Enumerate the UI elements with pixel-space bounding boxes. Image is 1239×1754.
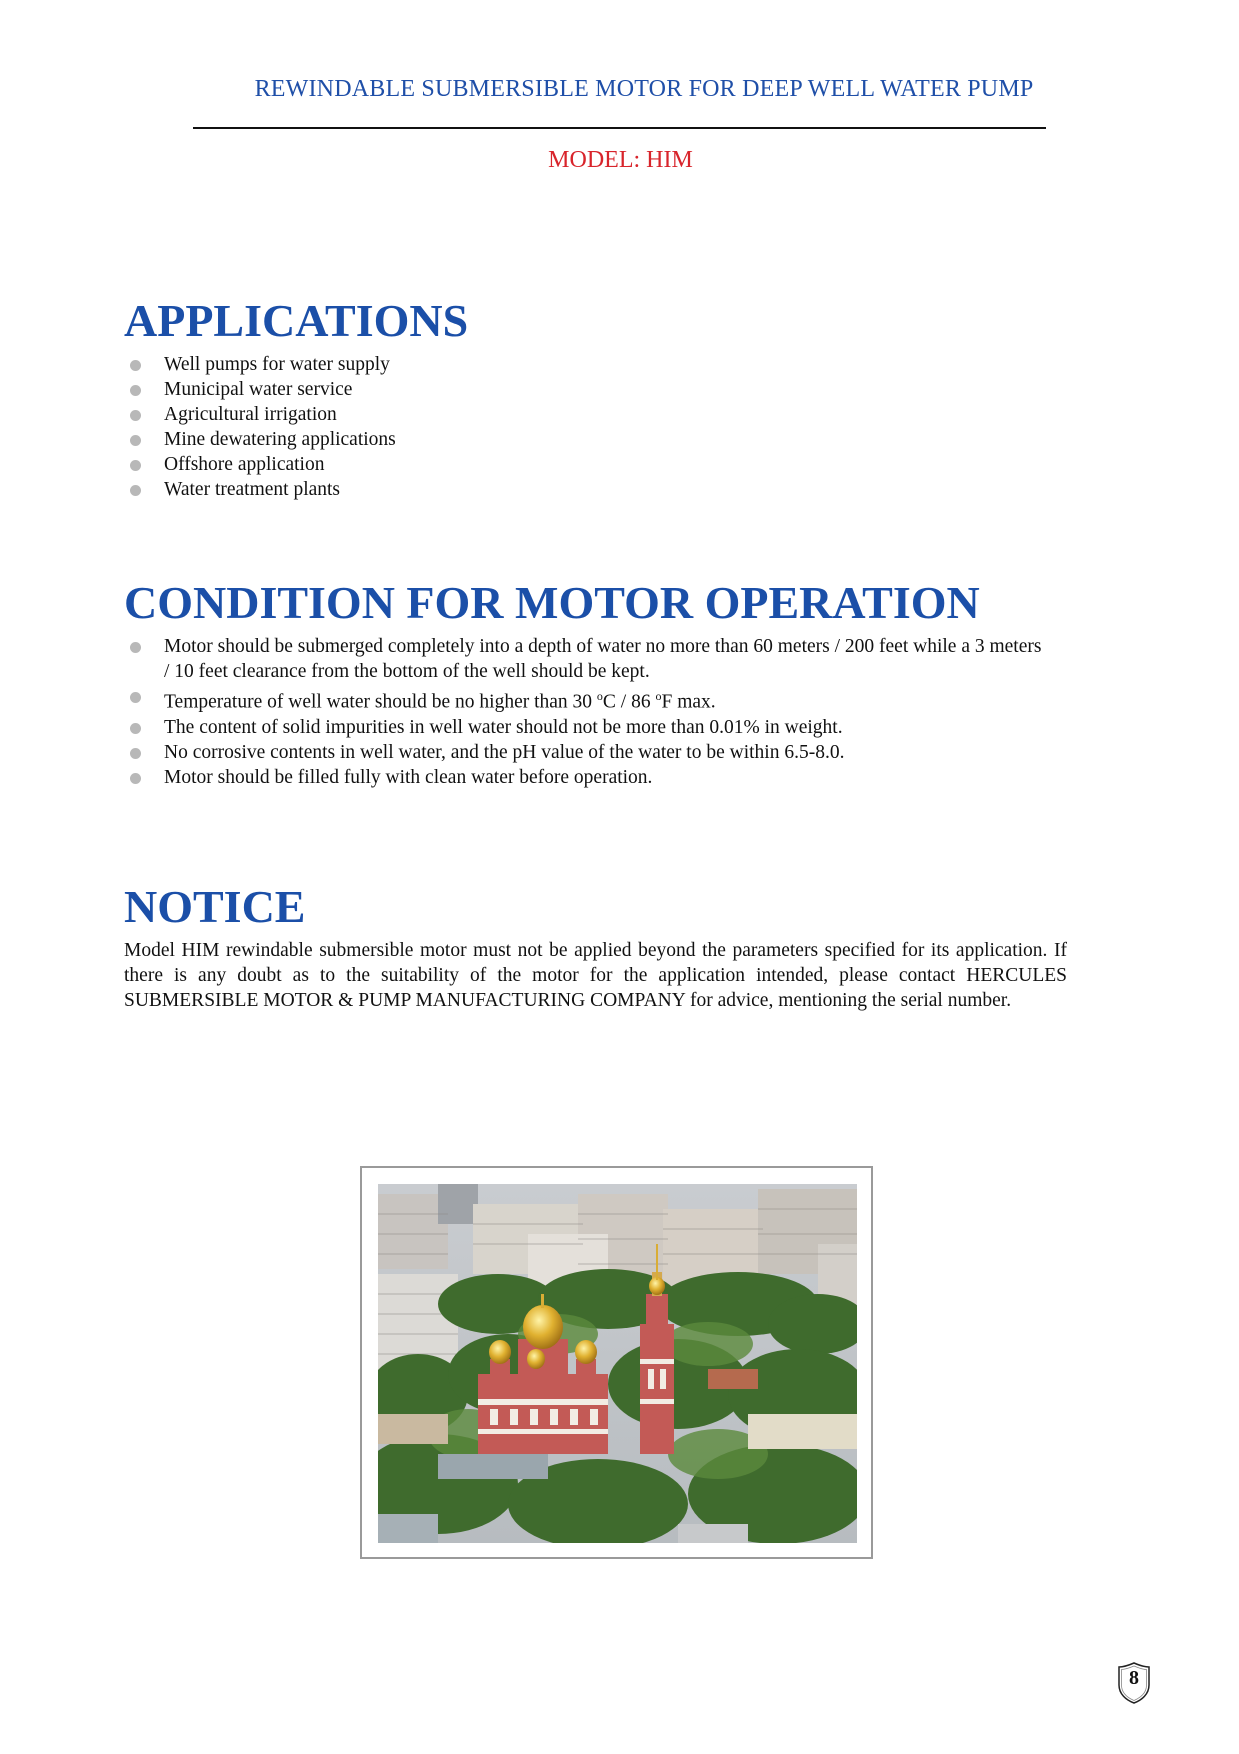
page-number-badge	[1117, 1661, 1151, 1705]
list-item: Motor should be filled fully with clean water before operation.	[124, 765, 1044, 790]
model-label: MODEL: HIM	[548, 147, 693, 173]
conditions-list	[124, 634, 1044, 790]
notice-heading: NOTICE	[124, 881, 306, 932]
list-item: The content of solid impurities in well water should not be more than 0.01% in weight.	[124, 715, 1044, 740]
list-item: Offshore application	[124, 452, 396, 477]
bullet-icon	[130, 485, 141, 496]
bullet-icon	[130, 385, 141, 396]
bullet-icon	[130, 773, 141, 784]
list-item: Mine dewatering applications	[124, 427, 396, 452]
bullet-icon	[130, 692, 141, 703]
bullet-icon	[130, 410, 141, 421]
conditions-heading: CONDITION FOR MOTOR OPERATION	[124, 577, 980, 628]
list-item: Municipal water service	[124, 377, 396, 402]
applications-heading: APPLICATIONS	[124, 295, 469, 346]
bullet-icon	[130, 748, 141, 759]
list-item: Motor should be submerged completely into a depth of water no more than 60 meters / 200 feet while a 3 meters / 10 feet clearance from the bottom of the well should be kept.	[124, 634, 1044, 684]
bullet-icon	[130, 360, 141, 371]
bullet-icon	[130, 460, 141, 471]
cathedral-photo	[378, 1184, 857, 1543]
notice-text: Model HIM rewindable submersible motor must not be applied beyond the parameters specified for its application. If there is any doubt as to the suitability of the motor for the application intended, please contact HERCULES SUBMERSIBLE MOTOR & PUMP MANUFACTURING COMPANY for advice, mentioning the serial number.	[124, 940, 1067, 1011]
page-number: 8	[1129, 1667, 1139, 1689]
header-divider	[193, 127, 1046, 129]
list-item: Temperature of well water should be no higher than 30 $^o$C / 86 $^o$F max.	[124, 684, 1044, 715]
list-item: Water treatment plants	[124, 477, 396, 502]
photo-frame	[360, 1166, 873, 1559]
bullet-icon	[130, 723, 141, 734]
list-item: No corrosive contents in well water, and the pH value of the water to be within 6.5-8.0.	[124, 740, 1044, 765]
list-item: Well pumps for water supply	[124, 352, 396, 377]
list-item: Agricultural irrigation	[124, 402, 396, 427]
bullet-icon	[130, 435, 141, 446]
bullet-icon	[130, 642, 141, 653]
document-header-title: REWINDABLE SUBMERSIBLE MOTOR FOR DEEP WELL WATER PUMP	[254, 76, 1034, 102]
applications-list	[124, 352, 396, 502]
